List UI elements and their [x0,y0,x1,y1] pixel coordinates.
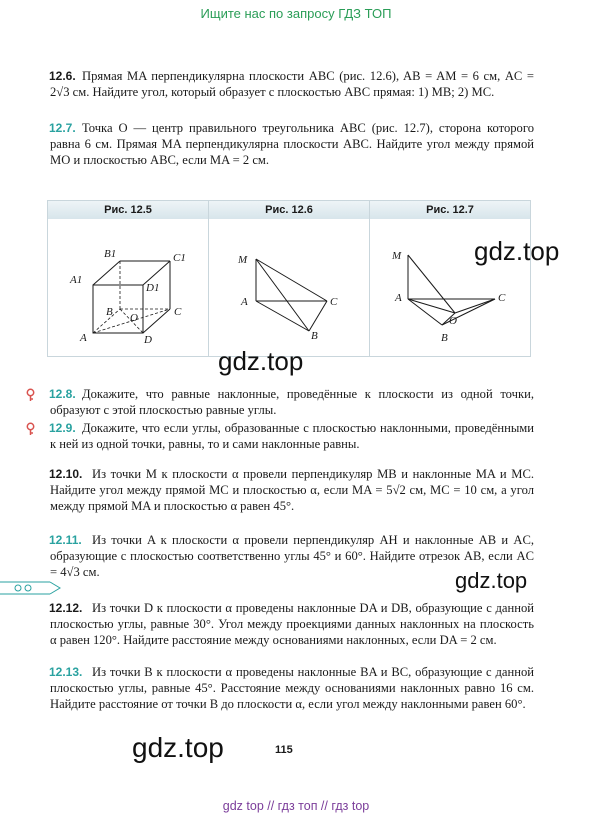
label-M: M [392,250,402,262]
figure-header-12-5: Рис. 12.5 [48,201,208,219]
label-A: A [80,332,87,344]
figures-table [47,200,531,357]
problem-12-9 [50,420,534,452]
problem-number: 12.6. [49,69,76,83]
label-D1: D1 [146,282,160,294]
label-C: C [174,306,182,318]
label-D: D [144,334,152,346]
label-B: B [441,332,448,344]
problem-12-10 [50,466,534,514]
problem-12-6 [50,68,534,100]
label-C: C [498,292,506,304]
problem-number: 12.8. [49,387,76,401]
key-icon [26,388,40,402]
margin-ornament [0,576,70,600]
problem-text: Докажите, что если углы, образованные с плоскостью наклонными, проведёнными к ней из одной точки, равны, то и сами наклонные равны. [50,421,534,451]
label-M: M [238,254,248,266]
problem-12-12 [50,600,534,648]
problem-12-13 [50,664,534,712]
problem-number: 12.11. [49,533,82,547]
label-A1: A1 [70,274,83,286]
page-header: Ищите нас по запросу ГДЗ ТОП [200,6,392,21]
problem-12-8 [50,386,534,418]
problem-number: 12.12. [49,601,83,615]
label-O: O [449,315,457,327]
problem-12-7 [50,120,534,168]
watermark: gdz.top [132,732,224,763]
problem-text: Прямая MA перпендикулярна плоскости ABC (рис. 12.6), AB = AM = 6 см, AC = 2√3 см. Найдите угол, который образует с плоскостью ABC прямая: 1) MB; 2) MC. [50,69,534,99]
figure-12-6 [209,219,369,355]
problem-text: Из точки B к плоскости α проведены наклонные BA и BC, образующие с данной плоскостью углы, равные 45°. Расстояние между основаниями наклонных равно 16 см. Найдите расстояние от точки B до плоскости α, если угол между наклонными равен 60°. [50,665,534,711]
problem-number: 12.7. [49,121,76,135]
label-C1: C1 [173,252,186,264]
page-footer: gdz top // гдз топ // гдз top [222,799,370,813]
figure-header-12-7: Рис. 12.7 [370,201,530,219]
key-icon [26,422,40,436]
label-C: C [330,296,338,308]
label-A: A [241,296,248,308]
problem-number: 12.13. [49,665,83,679]
problem-text: Докажите, что равные наклонные, проведённые к плоскости из одной точки, образуют с этой плоскостью равные углы. [50,387,534,417]
page-number: 115 [275,744,293,756]
watermark: gdz.top [474,236,560,266]
problem-text: Из точки A к плоскости α провели перпендикуляр AH и наклонные AB и AC, образующие с плоскостью соответственно углы 45° и 60°. Найдите отрезок AB, если AC = 4√3 см. [50,533,534,579]
label-A: A [395,292,402,304]
label-O: O [130,312,138,324]
figure-header-12-6: Рис. 12.6 [209,201,369,219]
label-B: B [311,330,318,342]
label-B1: B1 [104,248,117,260]
problem-number: 12.10. [49,467,83,481]
problem-number: 12.9. [49,421,76,435]
figure-12-5-cube [48,219,208,355]
problem-text: Точка O — центр правильного треугольника ABC (рис. 12.7), сторона которого равна 6 см. Прямая MA перпендикулярна плоскости ABC. Найдите угол между прямой MO и плоскостью ABC, если MA = 2 см. [50,121,534,167]
label-B: B [106,306,113,318]
problem-text: Из точки M к плоскости α провели перпендикуляр MB и наклонные MA и MC. Найдите угол между прямой MC и плоскостью α, если MA = 5√2 см, MC = 10 см, а угол между прямой MA и плоскостью α равен 45°. [50,467,534,513]
watermark: gdz.top [218,346,304,376]
watermark: gdz.top [455,568,528,593]
problem-text: Из точки D к плоскости α проведены наклонные DA и DB, образующие с данной плоскостью углы, равные 30°. Угол между проекциями данных наклонных на плоскость α равен 120°. Найдите расстояние между основаниями наклонных, если DA = 2 см. [50,601,534,647]
